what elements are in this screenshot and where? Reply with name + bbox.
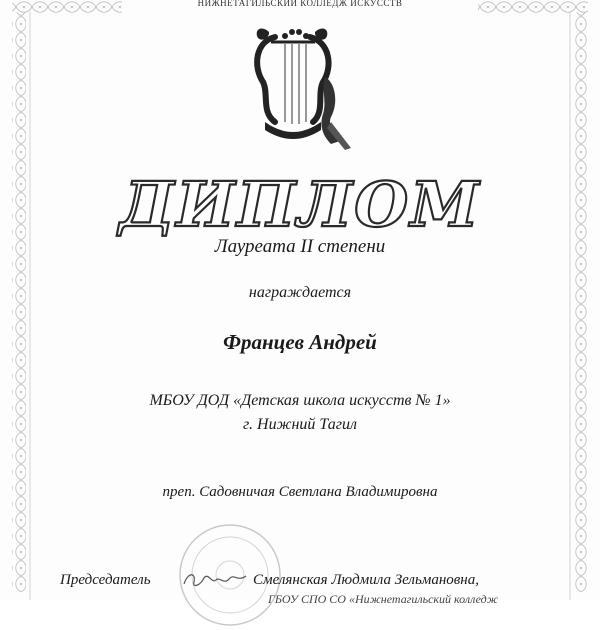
- chair-label: Председатель: [60, 572, 151, 588]
- recipient-name: Францев Андрей: [223, 330, 377, 354]
- city-name: г. Нижний Тагил: [243, 416, 357, 433]
- footer-organization: ГБОУ СПО СО «Нижнетагильский колледж: [268, 592, 498, 606]
- degree-text: Лауреата II степени: [214, 236, 386, 257]
- lyre-icon: [235, 22, 355, 152]
- awarded-text: награждается: [248, 284, 352, 301]
- handwritten-signature: [180, 566, 250, 592]
- diploma-title-text: ДИПЛОМ: [119, 168, 481, 241]
- diploma-title: [119, 168, 481, 241]
- teacher-name: преп. Садовничая Светлана Владимировна: [162, 484, 438, 500]
- header-organization: НИЖНЕТАГИЛЬСКИЙ КОЛЛЕДЖ ИСКУССТВ: [197, 0, 403, 8]
- chair-name: Смелянская Людмила Зельмановна,: [253, 572, 480, 588]
- school-name: МБОУ ДОД «Детская школа искусств № 1»: [149, 392, 451, 409]
